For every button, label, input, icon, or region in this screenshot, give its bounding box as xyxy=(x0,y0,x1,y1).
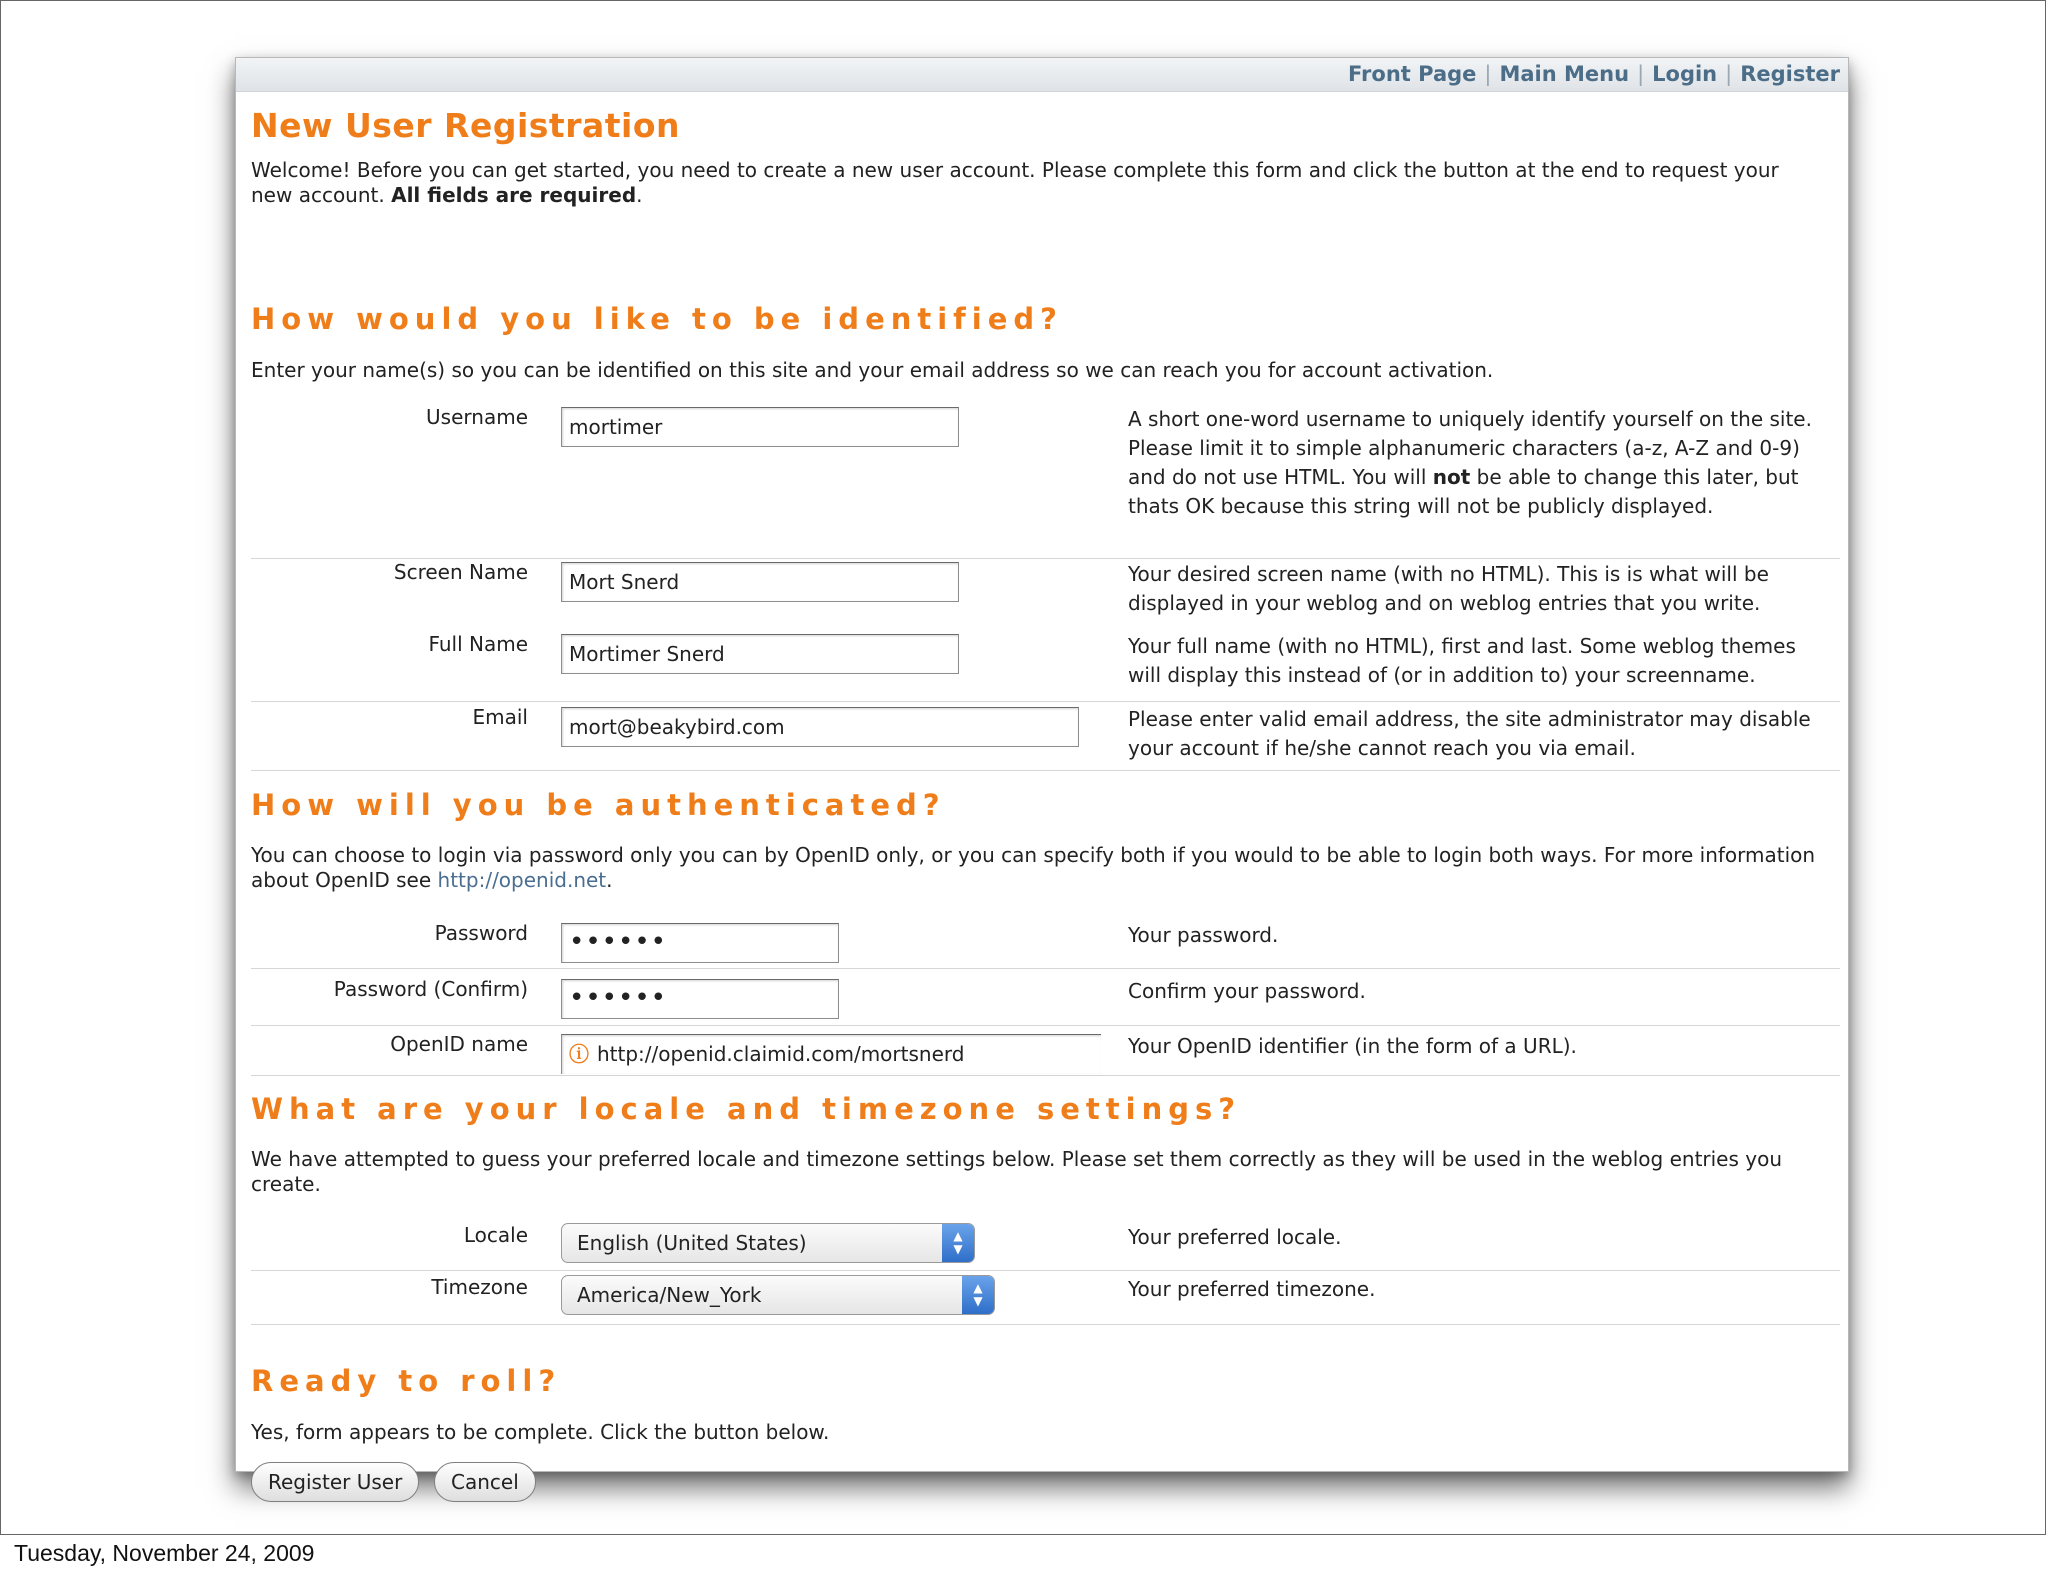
screen-name-label: Screen Name xyxy=(393,560,528,584)
nav-separator: | xyxy=(1637,62,1645,86)
row-username xyxy=(251,405,1840,559)
section-desc-locale: We have attempted to guess your preferred locale and timezone settings below. Please set them correctly as they will be used in the weblog entries you create. xyxy=(251,1147,1783,1196)
locale-label: Locale xyxy=(463,1223,528,1247)
section-title-auth: How will you be authenticated? xyxy=(251,788,946,822)
row-openid xyxy=(251,1032,1840,1076)
email-input[interactable]: mort@beakybird.com xyxy=(561,707,1079,747)
username-help-not: not xyxy=(1432,465,1471,489)
intro-text xyxy=(251,158,1811,208)
openid-input[interactable] xyxy=(561,1034,1101,1074)
row-email xyxy=(251,705,1840,771)
username-input[interactable]: mortimer xyxy=(561,407,959,447)
section-title-identity: How would you like to be identified? xyxy=(251,302,1063,336)
email-help: Please enter valid email address, the site administrator may disable your account if he/she cannot reach you via email. xyxy=(1128,707,1811,760)
row-locale xyxy=(251,1223,1840,1271)
openid-help: Your OpenID identifier (in the form of a URL). xyxy=(1128,1034,1577,1058)
section-title-ready: Ready to roll? xyxy=(251,1364,562,1398)
full-name-input[interactable]: Mortimer Snerd xyxy=(561,634,959,674)
nav-front-page[interactable]: Front Page xyxy=(1348,62,1477,86)
cancel-button[interactable]: Cancel xyxy=(434,1462,536,1502)
slide-date: Tuesday, November 24, 2009 xyxy=(14,1540,315,1566)
nav-main-menu[interactable]: Main Menu xyxy=(1499,62,1630,86)
locale-select[interactable] xyxy=(561,1223,975,1263)
auth-desc-text: You can choose to login via password only you can by OpenID only, or you can specify both if you would to be able to login both ways. For more information about OpenID see xyxy=(251,843,1816,892)
row-timezone xyxy=(251,1275,1840,1325)
password-confirm-label: Password (Confirm) xyxy=(333,977,528,1001)
nav-separator: | xyxy=(1725,62,1733,86)
intro-text-end: . xyxy=(636,183,643,207)
register-user-button[interactable]: Register User xyxy=(251,1462,419,1502)
password-confirm-help: Confirm your password. xyxy=(1128,979,1366,1003)
openid-input-value: http://openid.claimid.com/mortsnerd xyxy=(597,1042,965,1066)
screen-name-help: Your desired screen name (with no HTML). This is is what will be displayed in your weblog and on weblog entries that you write. xyxy=(1128,562,1769,615)
username-help-text-end: be able to change this later, but thats OK because this string will not be publicly displayed. xyxy=(1128,465,1799,518)
openid-icon: ⓘ xyxy=(569,1042,589,1066)
intro-text-main: Welcome! Before you can get started, you need to create a new user account. Please complete this form and click the button at the end to request your new account. xyxy=(251,158,1779,207)
chevron-updown-icon: ▲ ▼ xyxy=(962,1276,994,1314)
timezone-label: Timezone xyxy=(431,1275,528,1299)
row-password xyxy=(251,921,1840,969)
password-input[interactable]: •••••• xyxy=(561,923,839,963)
nav-register[interactable]: Register xyxy=(1740,62,1840,86)
timezone-select[interactable] xyxy=(561,1275,995,1315)
full-name-label: Full Name xyxy=(428,632,528,656)
form-actions xyxy=(251,1462,1840,1504)
page-title: New User Registration xyxy=(251,106,680,145)
password-label: Password xyxy=(434,921,528,945)
username-label: Username xyxy=(426,405,528,429)
timezone-select-value: America/New_York xyxy=(577,1283,762,1307)
top-navigation xyxy=(236,58,1848,92)
locale-help: Your preferred locale. xyxy=(1128,1225,1342,1249)
section-desc-ready: Yes, form appears to be complete. Click the button below. xyxy=(251,1420,830,1444)
locale-select-value: English (United States) xyxy=(577,1231,807,1255)
openid-link[interactable]: http://openid.net xyxy=(437,868,607,892)
section-desc-identity: Enter your name(s) so you can be identified on this site and your email address so we can reach you for account activation. xyxy=(251,358,1494,382)
timezone-help: Your preferred timezone. xyxy=(1128,1277,1376,1301)
intro-text-required: All fields are required xyxy=(391,183,637,207)
section-desc-auth xyxy=(251,843,1831,893)
username-help-text: A short one-word username to uniquely identify yourself on the site. Please limit it to simple alphanumeric characters (a-z, A-Z and 0-9) and do not use HTML. You will xyxy=(1128,407,1812,489)
section-title-locale: What are your locale and timezone settings? xyxy=(251,1092,1242,1126)
full-name-help: Your full name (with no HTML), first and last. Some weblog themes will display this instead of (or in addition to) your screenname. xyxy=(1128,634,1796,687)
browser-screenshot xyxy=(235,57,1849,1494)
openid-label: OpenID name xyxy=(390,1032,528,1056)
row-full-name xyxy=(251,632,1840,702)
chevron-updown-icon: ▲ ▼ xyxy=(942,1224,974,1262)
email-label: Email xyxy=(472,705,528,729)
auth-desc-end: . xyxy=(606,868,613,892)
username-help xyxy=(1128,405,1828,521)
nav-login[interactable]: Login xyxy=(1652,62,1718,86)
password-confirm-input[interactable]: •••••• xyxy=(561,979,839,1019)
password-help: Your password. xyxy=(1128,923,1279,947)
nav-separator: | xyxy=(1484,62,1492,86)
row-screen-name xyxy=(251,560,1840,630)
row-password-confirm xyxy=(251,977,1840,1026)
screen-name-input[interactable]: Mort Snerd xyxy=(561,562,959,602)
